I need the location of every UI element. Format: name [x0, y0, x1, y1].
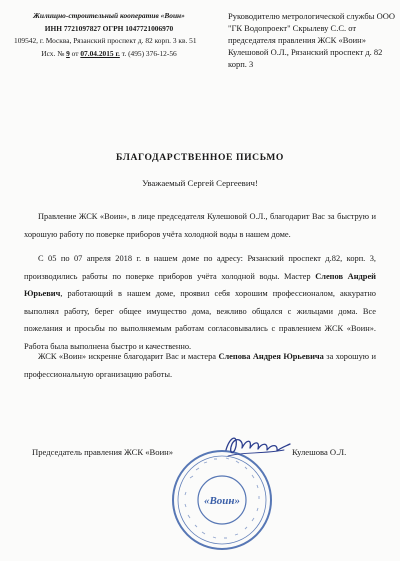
- signatory-name: Кулешова О.Л.: [292, 447, 347, 457]
- stamp-center-text: «Воин»: [203, 495, 241, 507]
- ref-date: 07.04.2015 г.: [80, 48, 120, 58]
- greeting: Уважаемый Сергей Сергеевич!: [142, 178, 258, 188]
- sender-address: 109542, г. Москва, Рязанский проспект д. 82 корп. 3 кв. 51: [14, 36, 197, 45]
- ref-number: 9: [66, 48, 70, 58]
- letter-title: БЛАГОДАРСТВЕННОЕ ПИСЬМО: [116, 152, 284, 163]
- body-paragraph-2: [24, 250, 376, 356]
- sender-header: [14, 10, 204, 60]
- outgoing-ref-line: [14, 48, 204, 61]
- p2-text-a: С 05 по 07 апреля 2018 г. в нашем доме по адресу: Рязанский проспект д.82, корп. 3, производились работы по поверке приборов учёта холодной воды. Мастер: [24, 254, 376, 281]
- p2-text-b: , работающий в нашем доме, проявил себя хорошим профессионалом, аккуратно выполнял работу, берег общее имущество дома, вежливо общался с жильцами дома. Все пожелания и просьбы по выполняемым работам согласовывались с правлением ЖСК «Воин». Работа была выполнена быстро и качественно.: [24, 289, 376, 351]
- master-name: Слепов Андрей Юрьевич: [24, 271, 376, 299]
- signature-label: Председатель правления ЖСК «Воин»: [32, 447, 174, 457]
- body-paragraph-1: Правление ЖСК «Воин», в лице председателя Кулешовой О.Л., благодарит Вас за быструю и хорошую работу по поверке приборов учёта холодной воды в нашем доме.: [24, 212, 376, 239]
- ref-from: от: [71, 48, 79, 58]
- sender-org-name: Жилищно-строительный кооператив «Воин»: [33, 11, 185, 20]
- ref-prefix: Исх. №: [41, 48, 65, 58]
- body-paragraph-3: [24, 348, 376, 383]
- ref-phone: т. (495) 376-12-56: [121, 48, 177, 58]
- addressee-block: Руководителю метрологической службы ООО "ГК Водопроект" Скрылеву С.С. от председателя правления ЖСК «Воин» Кулешовой О.Л., Рязанский проспект д. 82 корп. 3: [228, 11, 395, 69]
- handwritten-signature: [222, 430, 292, 464]
- p3-text-a: ЖСК «Воин» искренне благодарит Вас и мастера: [38, 352, 219, 361]
- master-name-genitive: Слепова Андрея Юрьевича: [218, 352, 324, 361]
- sender-tax-ids: ИНН 7721097827 ОГРН 1047721006970: [44, 23, 174, 33]
- p3-text-b: за хорошую и профессиональную организацию работы.: [24, 352, 376, 379]
